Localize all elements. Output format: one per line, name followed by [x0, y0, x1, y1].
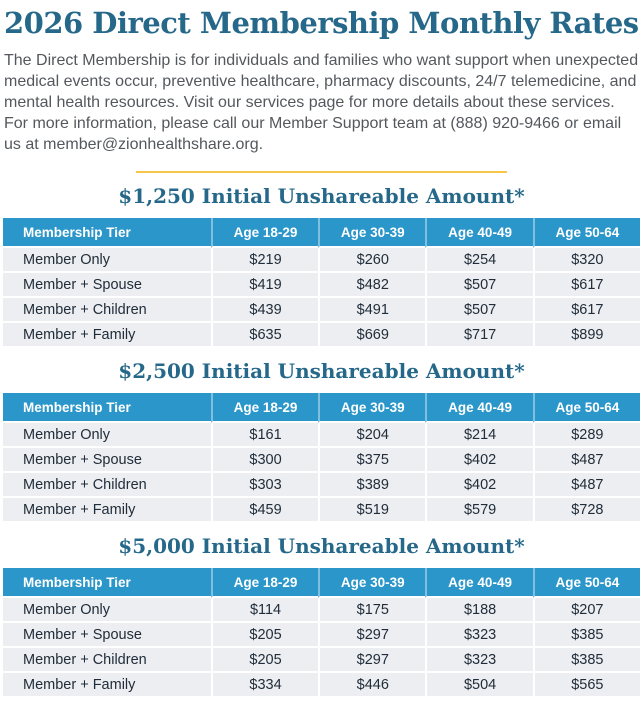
rate-cell: $402	[425, 473, 532, 498]
rate-cell: $728	[533, 498, 640, 523]
rate-cell: $214	[425, 423, 532, 448]
tier-cell: Member + Family	[3, 323, 211, 348]
rate-cell: $419	[211, 273, 318, 298]
gold-divider	[136, 171, 507, 173]
rate-cell: $482	[318, 273, 425, 298]
rates-table-5000	[3, 568, 640, 698]
table-row	[3, 673, 640, 698]
rate-cell: $205	[211, 648, 318, 673]
section-5000	[3, 535, 640, 698]
table-row	[3, 248, 640, 273]
section-heading: $2,500 Initial Unshareable Amount*	[118, 359, 525, 383]
tier-cell: Member + Family	[3, 498, 211, 523]
rate-cell: $899	[533, 323, 640, 348]
tier-cell: Member + Spouse	[3, 623, 211, 648]
table-row	[3, 298, 640, 323]
rate-cell: $389	[318, 473, 425, 498]
rate-cell: $669	[318, 323, 425, 348]
column-header-age-50-64: Age 50-64	[533, 568, 640, 598]
column-header-age-18-29: Age 18-29	[211, 393, 318, 423]
column-header-age-40-49: Age 40-49	[425, 568, 532, 598]
column-header-age-40-49: Age 40-49	[425, 218, 532, 248]
column-header-age-18-29: Age 18-29	[211, 568, 318, 598]
rate-cell: $385	[533, 623, 640, 648]
column-header-age-30-39: Age 30-39	[318, 568, 425, 598]
rate-cell: $491	[318, 298, 425, 323]
table-row	[3, 473, 640, 498]
tier-cell: Member + Children	[3, 298, 211, 323]
rate-cell: $297	[318, 623, 425, 648]
rate-cell: $205	[211, 623, 318, 648]
rate-cell: $617	[533, 298, 640, 323]
rate-cell: $114	[211, 598, 318, 623]
rate-cell: $334	[211, 673, 318, 698]
rates-table-2500	[3, 393, 640, 523]
column-header-membership-tier: Membership Tier	[3, 568, 211, 598]
rates-table-1250	[3, 218, 640, 348]
rate-cell: $254	[425, 248, 532, 273]
table-header-row	[3, 393, 640, 423]
rate-cell: $323	[425, 623, 532, 648]
tier-cell: Member + Spouse	[3, 273, 211, 298]
tier-cell: Member Only	[3, 248, 211, 273]
rate-cell: $289	[533, 423, 640, 448]
section-1250	[3, 185, 640, 348]
rate-cell: $303	[211, 473, 318, 498]
rate-cell: $161	[211, 423, 318, 448]
rate-cell: $635	[211, 323, 318, 348]
rate-cell: $207	[533, 598, 640, 623]
intro-paragraph: The Direct Membership is for individuals and families who want support when unexpected medical events occur, preventive healthcare, pharmacy discounts, 24/7 telemedicine, and mental health resources. Visit our services page for more details about these services. For more information, please call our Member Support team at (888) 920-9466 or email us at member@zionhealthshare.org.	[4, 52, 639, 153]
table-row	[3, 648, 640, 673]
rate-cell: $385	[533, 648, 640, 673]
section-2500	[3, 360, 640, 523]
rate-cell: $519	[318, 498, 425, 523]
rate-cell: $504	[425, 673, 532, 698]
tier-cell: Member Only	[3, 598, 211, 623]
rate-cell: $219	[211, 248, 318, 273]
column-header-age-30-39: Age 30-39	[318, 393, 425, 423]
table-row	[3, 273, 640, 298]
table-header	[3, 568, 640, 598]
rate-cell: $188	[425, 598, 532, 623]
rate-cell: $323	[425, 648, 532, 673]
rate-cell: $507	[425, 298, 532, 323]
table-header-row	[3, 568, 640, 598]
page-title: 2026 Direct Membership Monthly Rates	[4, 6, 639, 40]
rate-cell: $487	[533, 448, 640, 473]
rate-cell: $446	[318, 673, 425, 698]
column-header-age-50-64: Age 50-64	[533, 393, 640, 423]
section-heading: $5,000 Initial Unshareable Amount*	[118, 534, 525, 558]
rate-cell: $717	[425, 323, 532, 348]
rate-cell: $375	[318, 448, 425, 473]
section-heading: $1,250 Initial Unshareable Amount*	[118, 184, 525, 208]
column-header-age-40-49: Age 40-49	[425, 393, 532, 423]
table-header	[3, 218, 640, 248]
rate-cell: $260	[318, 248, 425, 273]
column-header-membership-tier: Membership Tier	[3, 393, 211, 423]
page	[0, 4, 643, 698]
rate-cell: $617	[533, 273, 640, 298]
tier-cell: Member + Family	[3, 673, 211, 698]
rate-cell: $297	[318, 648, 425, 673]
rate-cell: $459	[211, 498, 318, 523]
tier-cell: Member Only	[3, 423, 211, 448]
table-row	[3, 623, 640, 648]
rate-cell: $487	[533, 473, 640, 498]
column-header-age-50-64: Age 50-64	[533, 218, 640, 248]
rate-cell: $565	[533, 673, 640, 698]
table-row	[3, 498, 640, 523]
rate-cell: $402	[425, 448, 532, 473]
tier-cell: Member + Spouse	[3, 448, 211, 473]
tier-cell: Member + Children	[3, 473, 211, 498]
rate-cell: $204	[318, 423, 425, 448]
rate-cell: $579	[425, 498, 532, 523]
table-row	[3, 598, 640, 623]
column-header-age-18-29: Age 18-29	[211, 218, 318, 248]
rate-cell: $439	[211, 298, 318, 323]
table-row	[3, 448, 640, 473]
rate-cell: $175	[318, 598, 425, 623]
table-header-row	[3, 218, 640, 248]
table-row	[3, 323, 640, 348]
table-header	[3, 393, 640, 423]
table-row	[3, 423, 640, 448]
rate-cell: $320	[533, 248, 640, 273]
rate-cell: $507	[425, 273, 532, 298]
column-header-age-30-39: Age 30-39	[318, 218, 425, 248]
rate-cell: $300	[211, 448, 318, 473]
tier-cell: Member + Children	[3, 648, 211, 673]
column-header-membership-tier: Membership Tier	[3, 218, 211, 248]
